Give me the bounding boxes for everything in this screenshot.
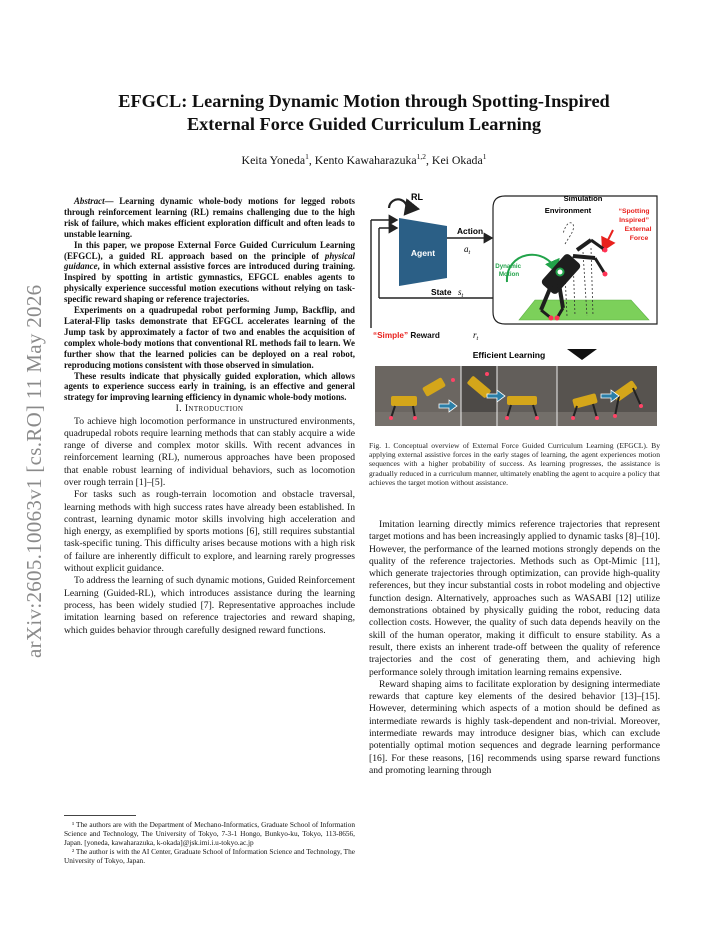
body-paragraph: Imitation learning directly mimics reference trajectories that represent target motions and has been increasingly applied to dynamic tasks [8]–[10]. However, the performance of the learned motions strongly depends on the quality of the reference trajectories. Methods such as Opt-Mimic [11], which generate trajectories through optimization, can provide high-quality references, but they incur substantial costs in robot modeling and objective function design. Alternatively, approaches such as WASABI [12] utilize demonstrations obtained by physically guiding the robot, reducing data collection costs. However, the quality of such data depends heavily on the skill of the human operator, making it difficult to ensure stability. As a result, there exists an inherent trade-off between the quality of reference trajectories and the cost of generating them, and achieving high performance solely through imitation learning remains expensive. (369, 519, 660, 678)
action-symbol: $a_t$ (464, 244, 471, 256)
state-label: State (431, 287, 452, 297)
arxiv-sidebar-id: arXiv:2605.10063v1 [cs.RO] 11 May 2026 (22, 284, 46, 658)
author-affiliation: 1,2 (416, 152, 427, 161)
footnote-divider (64, 815, 136, 816)
paper-title (80, 90, 648, 136)
author-list: Keita Yoneda$^1$, Kento Kawaharazuka$^{1,2}$, Kei Okada$^1$ (241, 152, 487, 167)
body-paragraph: For tasks such as rough-terrain locomotion and obstacle traversal, learning methods with high success rates have already been established. In contrast, learning dynamic motor skills involving high acceleration and high energy, as exemplified by sports motions [6], still requires substantial task-specific tuning. This difficulty arises because motions with a high risk of failure are inherently difficult to explore, and learning rarely progresses without explicit guidance. (64, 489, 355, 575)
abstract-paragraph: In this paper, we propose External Force Guided Curriculum Learning (EFGCL), a guided RL approach based on the principle of physical guidance, in which external assistive forces are introduced during training. Inspired by spotting in artistic gymnastics, EFGCL enables agents to physically experience successful motion executions without relying on task-specific reward shaping or reference trajectories. (64, 239, 355, 305)
abstract-label: Abstract (74, 196, 105, 206)
reward-label: “Simple” Reward (373, 331, 440, 340)
abstract-paragraph: These results indicate that physically guided exploration, which allows agents to experience success early in training, is an effective and general strategy for improving learning efficiency in dynamic whole-body motions. (64, 370, 355, 403)
body-paragraph: Reward shaping aims to facilitate exploration by designing intermediate rewards that capture key elements of the desired behavior [13]–[15]. However, determining which aspects of a motion should be defined as intermediate rewards is highly task-dependent and non-trivial. Moreover, intermediate rewards may introduce designer bias, which can exclude potentially optimal motion sequences and degrade learning performance [16]. For these reasons, [16] recommends using sparse reward functions and promoting learning through (369, 678, 660, 776)
right-column (369, 519, 660, 777)
author-affiliation: 1 (305, 152, 309, 161)
body-paragraph: To achieve high locomotion performance in unstructured environments, quadrupedal robots require learning methods that can stably acquire a wide range of diverse and complex motor skills. With recent advances in reinforcement learning (RL), numerous approaches have been proposed that enable robust learning of individual behaviors, such as locomotion over rough terrain [1]–[5]. (64, 415, 355, 488)
rl-label: RL (411, 192, 423, 202)
emphasis: physical guidance (64, 250, 355, 272)
section-title: Introduction (184, 403, 244, 415)
section-number: I. (175, 403, 183, 415)
author-name: Kei Okada (431, 152, 483, 167)
footnote: ² The author is with the AI Center, Graduate School of Information Science and Technology, The University of Tokyo, Japan. (64, 847, 355, 865)
down-arrow-icon (567, 349, 597, 360)
figure-1-diagram (369, 186, 660, 432)
action-label: Action (457, 226, 484, 236)
sim-env-label-2: Environment (544, 206, 592, 215)
author-affiliation: 1 (482, 152, 487, 161)
reward-symbol: $r_t$ (473, 330, 479, 342)
dynamic-motion-label: Dynamic Motion (495, 263, 522, 278)
footnotes (64, 820, 355, 865)
photo-strip (375, 366, 657, 426)
state-symbol: $s_t$ (458, 287, 464, 299)
abstract (64, 196, 355, 403)
figure-1 (369, 186, 660, 432)
left-column (64, 196, 355, 637)
ground-plane (519, 300, 649, 320)
title-line-1: EFGCL: Learning Dynamic Motion through Spotting-Inspired (118, 91, 610, 111)
rl-loop-arrow (389, 199, 407, 214)
author-name: Keita Yoneda (241, 152, 306, 167)
title-line-2: External Force Guided Curriculum Learning (186, 114, 542, 134)
author-name: Kento Kawaharazuka (314, 152, 417, 167)
abstract-paragraph: — Learning dynamic whole-body motions for legged robots through reinforcement learning (RL) remains challenging due to the high risk of failure, which makes efficient exploration difficult and often leads to unstable learning. (64, 196, 355, 239)
abstract-paragraph: Experiments on a quadrupedal robot performing Jump, Backflip, and Lateral-Flip tasks demonstrate that EFGCL accelerates learning of the Jump task by approximately a factor of two and enables the acquisition of complex whole-body motions that conventional RL methods fail to learn. We further show that the learned policies can be deployed on a real robot, reproducing motions consistent with those observed in simulation. (64, 305, 355, 370)
body-paragraph: To address the learning of such dynamic motions, Guided Reinforcement Learning (Guided-RL), which introduces assistance during the learning process, has been widely studied [7]. Representative approaches include imitation learning based on reference trajectories and reward shaping, which guides behavior through carefully designed reward functions. (64, 575, 355, 636)
footnote: ¹ The authors are with the Department of Mechano-Informatics, Graduate School of Information Science and Technology, The University of Tokyo, 7-3-1 Hongo, Bunkyo-ku, Tokyo, 113-8656, Japan. [yoneda, kawaharazuka, k-okada]@jsk.imi.i.u-tokyo.ac.jp (64, 820, 355, 847)
section-heading (64, 403, 355, 415)
figure-caption: Fig. 1. Conceptual overview of External Force Guided Curriculum Learning (EFGCL). By applying external assistive forces in the early stages of learning, the agent experiences motion sequences with a higher probability of success. As learning progresses, the assistance is gradually reduced in a curriculum manner, ultimately enabling the agent to acquire a policy that achieves the target motion without assistance. (369, 441, 660, 487)
efficient-learning-label: Efficient Learning (472, 350, 546, 360)
agent-label: Agent (410, 248, 436, 258)
sim-env-label-1: Simulation (563, 194, 603, 203)
spotting-label: “Spotting Inspired” External Force (618, 208, 652, 242)
